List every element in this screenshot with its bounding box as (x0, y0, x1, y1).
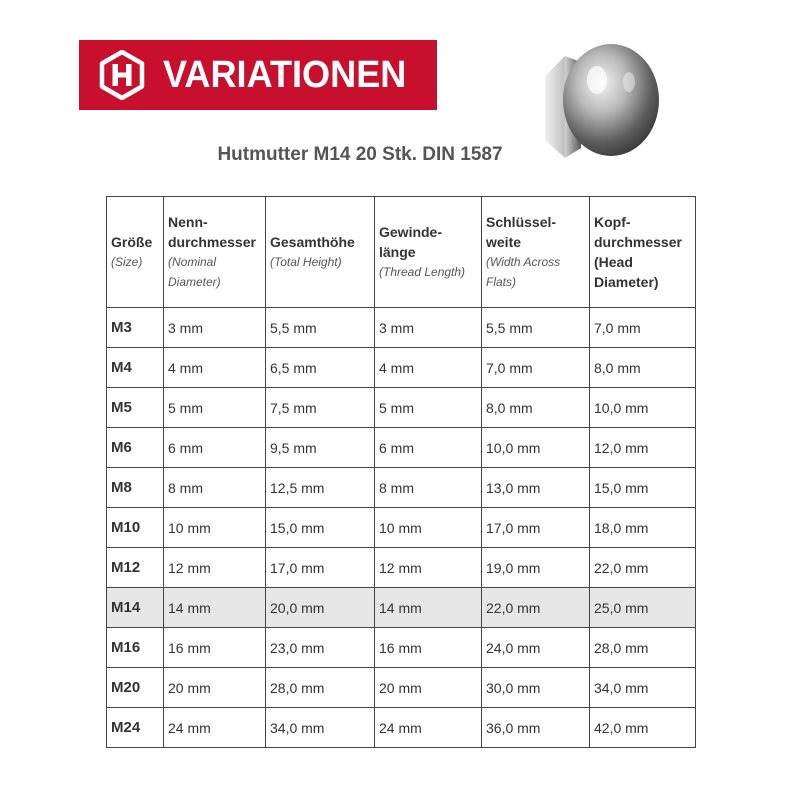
table-cell: 17,0 mm (266, 548, 375, 588)
column-header-label: durchmesser (594, 234, 682, 250)
table-cell: 4 mm (375, 348, 482, 388)
column-header-translation: (Width Across (486, 255, 561, 269)
column-header (482, 197, 590, 308)
table-cell: 20 mm (375, 668, 482, 708)
table-cell: 14 mm (164, 588, 266, 628)
table-row (107, 708, 696, 748)
column-header (590, 197, 696, 308)
table-cell: 6 mm (375, 428, 482, 468)
table-cell: 6 mm (164, 428, 266, 468)
column-header-label: Schlüssel- (486, 214, 557, 230)
table-cell: 28,0 mm (590, 628, 696, 668)
variations-banner (79, 40, 437, 110)
table-cell: 16 mm (164, 628, 266, 668)
column-header (107, 197, 164, 308)
size-cell: M5 (107, 388, 164, 428)
table-cell: 10 mm (164, 508, 266, 548)
table-cell: 8 mm (164, 468, 266, 508)
table-row (107, 668, 696, 708)
size-cell: M14 (107, 588, 164, 628)
column-header-translation: Diameter) (168, 275, 221, 289)
table-header (107, 197, 696, 308)
table-cell: 10,0 mm (482, 428, 590, 468)
column-header-label: Nenn- (168, 214, 208, 230)
column-header-label: länge (379, 244, 416, 260)
table-cell: 34,0 mm (590, 668, 696, 708)
table-cell: 24 mm (375, 708, 482, 748)
table-cell: 16 mm (375, 628, 482, 668)
table-cell: 9,5 mm (266, 428, 375, 468)
table-cell: 14 mm (375, 588, 482, 628)
table-cell: 5 mm (164, 388, 266, 428)
table-cell: 22,0 mm (590, 548, 696, 588)
column-header-label: Kopf- (594, 214, 631, 230)
size-cell: M10 (107, 508, 164, 548)
table-cell: 13,0 mm (482, 468, 590, 508)
table-cell: 22,0 mm (482, 588, 590, 628)
table-cell: 7,0 mm (590, 308, 696, 348)
header-row (107, 197, 696, 308)
table-cell: 34,0 mm (266, 708, 375, 748)
table-cell: 8,0 mm (590, 348, 696, 388)
table-cell: 24,0 mm (482, 628, 590, 668)
size-cell: M24 (107, 708, 164, 748)
table-cell: 42,0 mm (590, 708, 696, 748)
table-cell: 4 mm (164, 348, 266, 388)
table-cell: 36,0 mm (482, 708, 590, 748)
table-row (107, 308, 696, 348)
table-cell: 6,5 mm (266, 348, 375, 388)
table-cell: 10,0 mm (590, 388, 696, 428)
column-header-translation: Flats) (486, 275, 516, 289)
size-cell: M8 (107, 468, 164, 508)
table-cell: 8,0 mm (482, 388, 590, 428)
column-header-label: weite (486, 234, 522, 250)
size-cell: M16 (107, 628, 164, 668)
table-cell: 5 mm (375, 388, 482, 428)
table-cell: 30,0 mm (482, 668, 590, 708)
table-cell: 10 mm (375, 508, 482, 548)
column-header-translation: (Nominal (168, 255, 217, 269)
table-row (107, 388, 696, 428)
table-cell: 5,5 mm (482, 308, 590, 348)
table-body (107, 308, 696, 748)
size-cell: M6 (107, 428, 164, 468)
table-row (107, 508, 696, 548)
table-cell: 12,0 mm (590, 428, 696, 468)
size-cell: M3 (107, 308, 164, 348)
table-cell: 17,0 mm (482, 508, 590, 548)
table-row (107, 348, 696, 388)
table-cell: 28,0 mm (266, 668, 375, 708)
table-cell: 24 mm (164, 708, 266, 748)
size-cell: M4 (107, 348, 164, 388)
column-header-translation: (Thread Length) (379, 265, 466, 279)
table-cell: 12,5 mm (266, 468, 375, 508)
table-cell: 19,0 mm (482, 548, 590, 588)
size-cell: M20 (107, 668, 164, 708)
table-cell: 8 mm (375, 468, 482, 508)
column-header-label: Gesamthöhe (270, 234, 355, 250)
column-header-translation: (Size) (111, 255, 143, 269)
table-cell: 12 mm (164, 548, 266, 588)
product-title: Hutmutter M14 20 Stk. DIN 1587 (217, 144, 503, 165)
hexagon-h-icon (97, 50, 147, 100)
table-cell: 25,0 mm (590, 588, 696, 628)
column-header (164, 197, 266, 308)
table-cell: 5,5 mm (266, 308, 375, 348)
column-header (266, 197, 375, 308)
table-row (107, 628, 696, 668)
table-row (107, 548, 696, 588)
column-header (375, 197, 482, 308)
table-cell: 18,0 mm (590, 508, 696, 548)
banner-title: VARIATIONEN (163, 54, 407, 96)
table-cell: 12 mm (375, 548, 482, 588)
table-cell: 20,0 mm (266, 588, 375, 628)
column-header-label: Gewinde- (379, 224, 443, 240)
table-row (107, 428, 696, 468)
table-cell: 7,0 mm (482, 348, 590, 388)
table-cell: 15,0 mm (266, 508, 375, 548)
table-cell: 3 mm (164, 308, 266, 348)
table-cell: 15,0 mm (590, 468, 696, 508)
size-cell: M12 (107, 548, 164, 588)
table-cell: 7,5 mm (266, 388, 375, 428)
column-header-label: Diameter) (594, 274, 659, 290)
table-cell: 23,0 mm (266, 628, 375, 668)
table-cell: 20 mm (164, 668, 266, 708)
table-row (107, 588, 696, 628)
column-header-label: (Head (594, 254, 633, 270)
column-header-translation: (Total Height) (270, 255, 342, 269)
table-cell: 3 mm (375, 308, 482, 348)
column-header-label: Größe (111, 234, 153, 250)
table-row (107, 468, 696, 508)
size-table (106, 196, 696, 748)
column-header-label: durchmesser (168, 234, 256, 250)
